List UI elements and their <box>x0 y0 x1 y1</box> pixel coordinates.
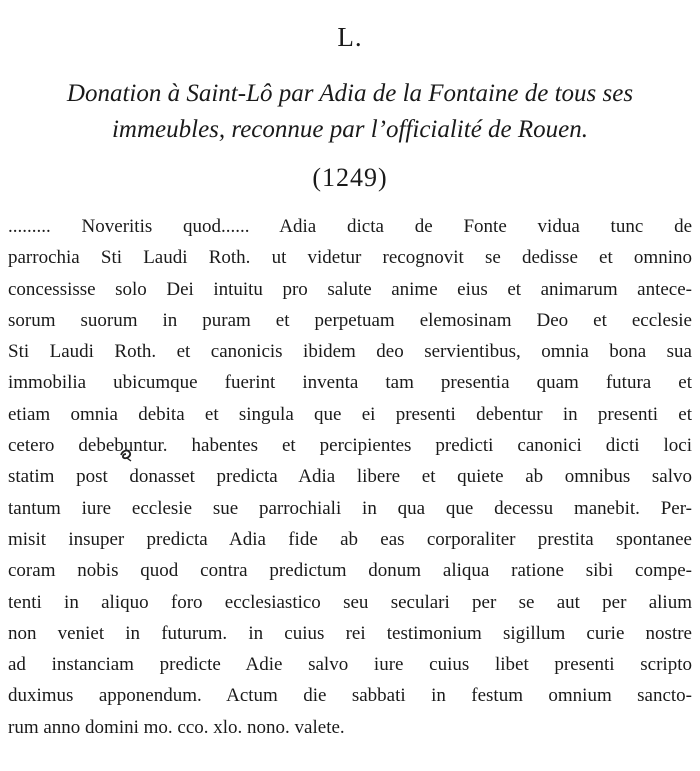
body-line: statim post donasset predicta Adia libere et quiete ab omnibus salvo <box>8 466 692 488</box>
charter-date: (1249) <box>312 163 388 192</box>
body-line: tantum iure ecclesie sue parrochiali in qua que decessu manebit. Per- <box>8 497 692 519</box>
body-line: immobilia ubicumque fuerint inventa tam presentia quam futura et <box>8 372 692 394</box>
ink-blot-mark <box>118 446 134 462</box>
body-line: etiam omnia debita et singula que ei presenti debentur in presenti et <box>8 403 692 425</box>
body-line: duximus apponendum. Actum die sabbati in festum omnium sancto- <box>8 685 692 707</box>
body-line: rum anno domini mo. cco. xlo. nono. valete. <box>8 716 345 738</box>
body-line: sorum suorum in puram et perpetuam elemosinam Deo et ecclesie <box>8 309 692 331</box>
body-line: coram nobis quod contra predictum donum aliqua ratione sibi compe- <box>8 560 692 582</box>
charter-title <box>0 76 700 148</box>
body-line: cetero debebuntur. habentes et percipientes predicti canonici dicti loci <box>8 435 692 457</box>
body-line: ......... Noveritis quod...... Adia dicta de Fonte vidua tunc de <box>8 216 692 237</box>
charter-number: L. <box>337 22 363 52</box>
charter-body <box>8 211 692 743</box>
body-line: non veniet in futurum. in cuius rei testimonium sigillum curie nostre <box>8 622 692 644</box>
title-line: immeubles, reconnue par l’officialité de Rouen. <box>111 116 589 143</box>
body-line: ad instanciam predicte Adie salvo iure cuius libet presenti scripto <box>8 654 692 676</box>
body-line: concessisse solo Dei intuitu pro salute anime eius et animarum antece- <box>8 278 692 300</box>
body-line: parrochia Sti Laudi Roth. ut videtur recognovit se dedisse et omnino <box>8 247 692 269</box>
body-line: tenti in aliquo foro ecclesiastico seu seculari per se aut per alium <box>8 591 692 613</box>
body-line: misit insuper predicta Adia fide ab eas corporaliter prestita spontanee <box>8 528 692 550</box>
title-line: Donation à Saint-Lô par Adia de la Fontaine de tous ses <box>66 80 634 107</box>
body-line: Sti Laudi Roth. et canonicis ibidem deo servientibus, omnia bona sua <box>8 341 692 363</box>
